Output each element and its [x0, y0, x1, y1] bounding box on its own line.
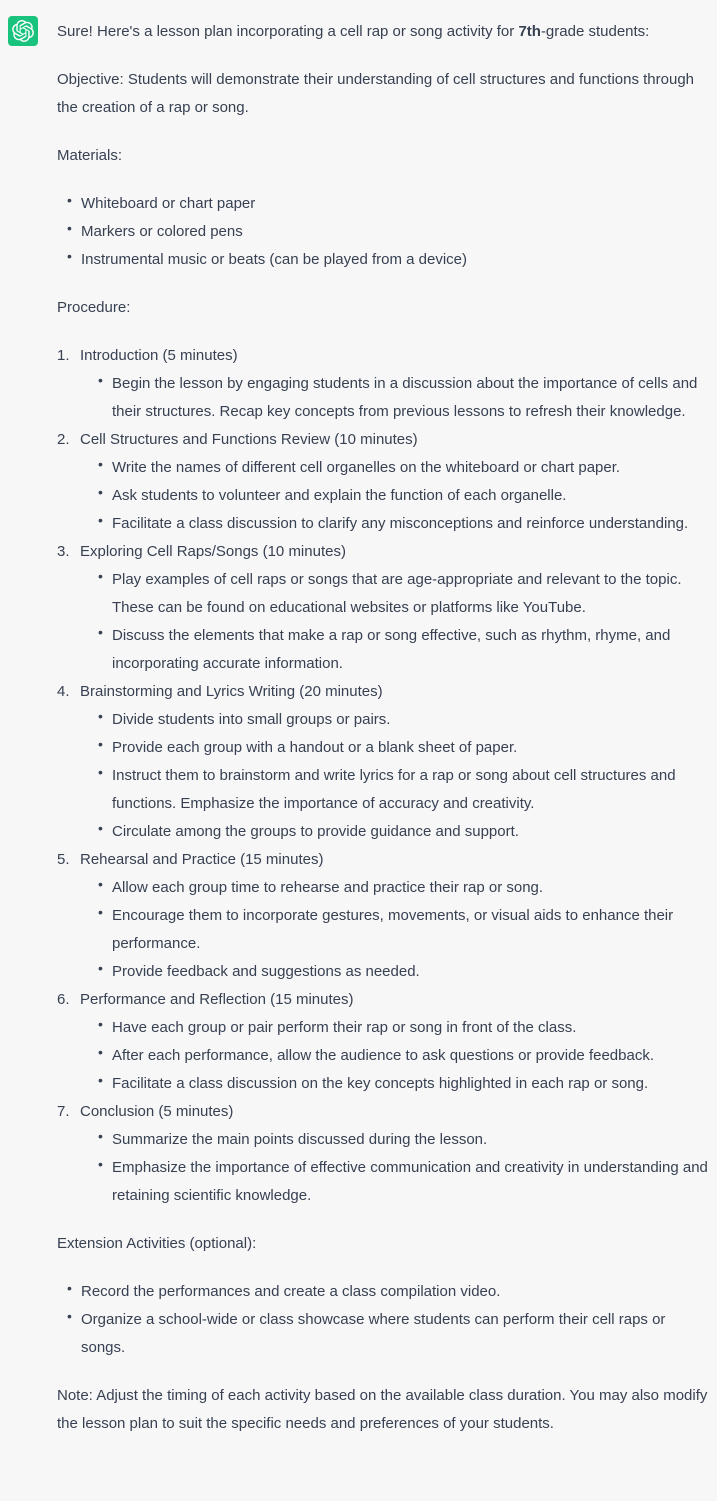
procedure-step [57, 986, 709, 1098]
procedure-step [57, 846, 709, 986]
list-item: • Allow each group time to rehearse and practice their rap or song. [80, 874, 709, 902]
step-title: Conclusion (5 minutes) [80, 1103, 234, 1120]
intro-paragraph [57, 18, 709, 46]
procedure-step [57, 678, 709, 846]
list-item: • Provide feedback and suggestions as needed. [80, 958, 709, 986]
step-number: 5. [57, 851, 70, 868]
step-number: 1. [57, 347, 70, 364]
list-item: • Record the performances and create a class compilation video. [57, 1278, 709, 1306]
materials-list [57, 190, 709, 274]
list-item: • Encourage them to incorporate gestures, movements, or visual aids to enhance their performance. [80, 902, 709, 958]
step-details [80, 1126, 709, 1210]
materials-heading: Materials: [57, 147, 123, 164]
chatgpt-avatar [8, 16, 38, 46]
intro-text-end: -grade students: [540, 23, 650, 40]
intro-text: Sure! Here's a lesson plan incorporating a cell rap or song activity for [57, 23, 519, 40]
objective-paragraph: Objective: Students will demonstrate their understanding of cell structures and functions through the creation of a rap or song. [57, 71, 695, 116]
step-details [80, 370, 709, 426]
extension-heading: Extension Activities (optional): [57, 1235, 257, 1252]
intro-bold-text: 7th [518, 23, 541, 40]
list-item: • Write the names of different cell organelles on the whiteboard or chart paper. [80, 454, 709, 482]
step-number: 6. [57, 991, 70, 1008]
list-item: • Have each group or pair perform their rap or song in front of the class. [80, 1014, 709, 1042]
step-details [80, 454, 709, 538]
list-item: • Facilitate a class discussion on the key concepts highlighted in each rap or song. [80, 1070, 709, 1098]
message-content [57, 18, 709, 1438]
list-item: • Play examples of cell raps or songs that are age-appropriate and relevant to the topic. These can be found on educational websites or platforms like YouTube. [80, 566, 709, 622]
procedure-list [57, 342, 709, 1210]
list-item: • Summarize the main points discussed during the lesson. [80, 1126, 709, 1154]
list-item: • Organize a school-wide or class showcase where students can perform their cell raps or songs. [57, 1306, 709, 1362]
list-item: • Markers or colored pens [57, 218, 709, 246]
list-item: • Instruct them to brainstorm and write lyrics for a rap or song about cell structures and functions. Emphasize the importance of accuracy and creativity. [80, 762, 709, 818]
step-number: 7. [57, 1103, 70, 1120]
list-item: • Begin the lesson by engaging students in a discussion about the importance of cells and their structures. Recap key concepts from previous lessons to refresh their knowledge. [80, 370, 709, 426]
list-item: • Provide each group with a handout or a blank sheet of paper. [80, 734, 709, 762]
list-item: • Whiteboard or chart paper [57, 190, 709, 218]
note-paragraph: Note: Adjust the timing of each activity based on the available class duration. You may also modify the lesson plan to suit the specific needs and preferences of your students. [57, 1387, 708, 1432]
list-item: • Instrumental music or beats (can be played from a device) [57, 246, 709, 274]
list-item: • Discuss the elements that make a rap or song effective, such as rhythm, rhyme, and incorporating accurate information. [80, 622, 709, 678]
step-title: Introduction (5 minutes) [80, 347, 238, 364]
procedure-step [57, 538, 709, 678]
list-item: • Emphasize the importance of effective communication and creativity in understanding and retaining scientific knowledge. [80, 1154, 709, 1210]
step-number: 3. [57, 543, 70, 560]
step-details [80, 706, 709, 846]
step-details [80, 566, 709, 678]
list-item: • Circulate among the groups to provide guidance and support. [80, 818, 709, 846]
step-title: Exploring Cell Raps/Songs (10 minutes) [80, 543, 346, 560]
extension-list [57, 1278, 709, 1362]
step-title: Cell Structures and Functions Review (10 minutes) [80, 431, 418, 448]
openai-logo-icon [12, 20, 34, 42]
list-item: • Ask students to volunteer and explain the function of each organelle. [80, 482, 709, 510]
step-number: 4. [57, 683, 70, 700]
step-title: Rehearsal and Practice (15 minutes) [80, 851, 324, 868]
list-item: • After each performance, allow the audience to ask questions or provide feedback. [80, 1042, 709, 1070]
procedure-step [57, 342, 709, 426]
list-item: • Divide students into small groups or pairs. [80, 706, 709, 734]
step-title: Performance and Reflection (15 minutes) [80, 991, 354, 1008]
procedure-step [57, 1098, 709, 1210]
step-details [80, 1014, 709, 1098]
step-title: Brainstorming and Lyrics Writing (20 minutes) [80, 683, 383, 700]
step-details [80, 874, 709, 986]
list-item: • Facilitate a class discussion to clarify any misconceptions and reinforce understanding. [80, 510, 709, 538]
procedure-step [57, 426, 709, 538]
step-number: 2. [57, 431, 70, 448]
procedure-heading: Procedure: [57, 299, 131, 316]
